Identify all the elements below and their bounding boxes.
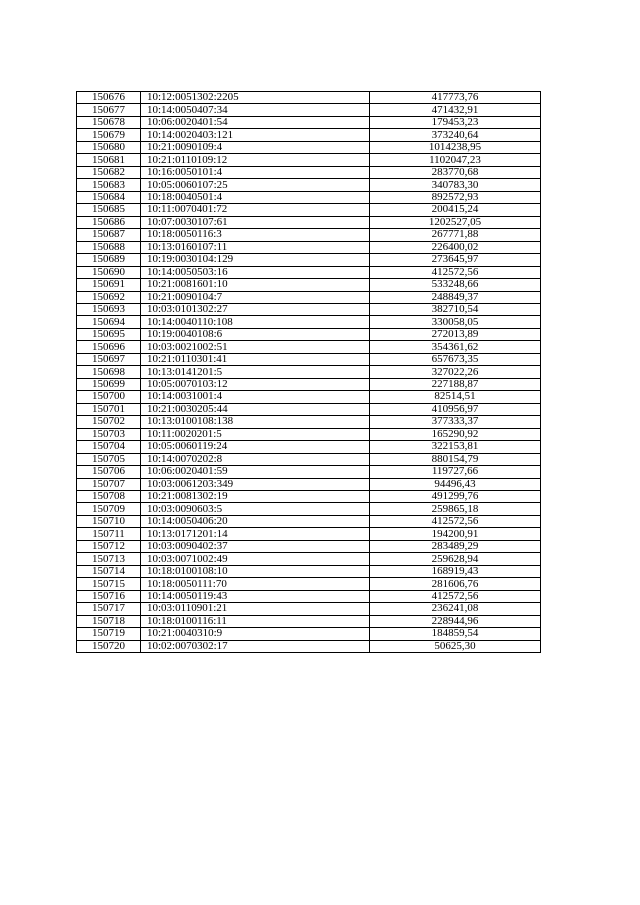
cadastral-number-cell: 10:14:0050407:34 xyxy=(141,104,370,116)
table-row xyxy=(77,266,541,278)
cadastral-number-cell: 10:14:0040110:108 xyxy=(141,316,370,328)
cadastral-value-cell: 248849,37 xyxy=(370,291,541,303)
row-number-cell: 150717 xyxy=(77,603,141,615)
cadastral-number-cell: 10:03:0071002:49 xyxy=(141,553,370,565)
row-number-cell: 150707 xyxy=(77,478,141,490)
table-row xyxy=(77,441,541,453)
cadastral-number-cell: 10:19:0030104:129 xyxy=(141,254,370,266)
cadastral-number-cell: 10:14:0050119:43 xyxy=(141,590,370,602)
cadastral-number-cell: 10:03:0101302:27 xyxy=(141,303,370,315)
cadastral-value-cell: 281606,76 xyxy=(370,578,541,590)
cadastral-number-cell: 10:14:0020403:121 xyxy=(141,129,370,141)
row-number-cell: 150688 xyxy=(77,241,141,253)
cadastral-value-cell: 184859,54 xyxy=(370,628,541,640)
cadastral-value-cell: 283489,29 xyxy=(370,540,541,552)
cadastral-number-cell: 10:18:0100108:10 xyxy=(141,565,370,577)
cadastral-value-cell: 200415,24 xyxy=(370,204,541,216)
cadastral-value-cell: 412572,56 xyxy=(370,590,541,602)
cadastral-value-cell: 82514,51 xyxy=(370,391,541,403)
table-row xyxy=(77,528,541,540)
cadastral-number-cell: 10:21:0090109:4 xyxy=(141,141,370,153)
row-number-cell: 150720 xyxy=(77,640,141,652)
row-number-cell: 150681 xyxy=(77,154,141,166)
cadastral-number-cell: 10:02:0070302:17 xyxy=(141,640,370,652)
row-number-cell: 150713 xyxy=(77,553,141,565)
table-body xyxy=(77,92,541,653)
cadastral-value-cell: 327022,26 xyxy=(370,366,541,378)
table-row xyxy=(77,291,541,303)
table-row xyxy=(77,640,541,652)
cadastral-number-cell: 10:21:0090104:7 xyxy=(141,291,370,303)
row-number-cell: 150678 xyxy=(77,116,141,128)
row-number-cell: 150711 xyxy=(77,528,141,540)
row-number-cell: 150697 xyxy=(77,353,141,365)
cadastral-number-cell: 10:14:0070202:8 xyxy=(141,453,370,465)
row-number-cell: 150698 xyxy=(77,366,141,378)
cadastral-number-cell: 10:03:0021002:51 xyxy=(141,341,370,353)
row-number-cell: 150712 xyxy=(77,540,141,552)
table-row xyxy=(77,241,541,253)
row-number-cell: 150685 xyxy=(77,204,141,216)
cadastral-number-cell: 10:14:0031001:4 xyxy=(141,391,370,403)
cadastral-number-cell: 10:05:0060119:24 xyxy=(141,441,370,453)
table-row xyxy=(77,466,541,478)
cadastral-value-cell: 273645,97 xyxy=(370,254,541,266)
table-row xyxy=(77,403,541,415)
cadastral-value-cell: 259865,18 xyxy=(370,503,541,515)
table-row xyxy=(77,453,541,465)
cadastral-value-cell: 119727,66 xyxy=(370,466,541,478)
row-number-cell: 150676 xyxy=(77,92,141,104)
cadastral-number-cell: 10:11:0070401:72 xyxy=(141,204,370,216)
table-row xyxy=(77,154,541,166)
cadastral-number-cell: 10:14:0050503:16 xyxy=(141,266,370,278)
cadastral-value-cell: 417773,76 xyxy=(370,92,541,104)
cadastral-value-cell: 322153,81 xyxy=(370,441,541,453)
table-row xyxy=(77,316,541,328)
cadastral-number-cell: 10:18:0100116:11 xyxy=(141,615,370,627)
cadastral-value-cell: 94496,43 xyxy=(370,478,541,490)
cadastral-number-cell: 10:05:0070103:12 xyxy=(141,378,370,390)
cadastral-value-cell: 377333,37 xyxy=(370,416,541,428)
cadastral-number-cell: 10:13:0160107:11 xyxy=(141,241,370,253)
cadastral-value-cell: 236241,08 xyxy=(370,603,541,615)
table-row xyxy=(77,590,541,602)
row-number-cell: 150716 xyxy=(77,590,141,602)
table-row xyxy=(77,166,541,178)
row-number-cell: 150690 xyxy=(77,266,141,278)
row-number-cell: 150710 xyxy=(77,515,141,527)
cadastral-number-cell: 10:05:0060107:25 xyxy=(141,179,370,191)
cadastral-number-cell: 10:21:0110109:12 xyxy=(141,154,370,166)
row-number-cell: 150705 xyxy=(77,453,141,465)
cadastral-number-cell: 10:16:0050101:4 xyxy=(141,166,370,178)
row-number-cell: 150683 xyxy=(77,179,141,191)
cadastral-value-cell: 410956,97 xyxy=(370,403,541,415)
cadastral-value-cell: 412572,56 xyxy=(370,266,541,278)
table-row xyxy=(77,428,541,440)
cadastral-value-cell: 373240,64 xyxy=(370,129,541,141)
cadastral-value-cell: 382710,54 xyxy=(370,303,541,315)
row-number-cell: 150704 xyxy=(77,441,141,453)
row-number-cell: 150702 xyxy=(77,416,141,428)
row-number-cell: 150684 xyxy=(77,191,141,203)
table-row xyxy=(77,628,541,640)
table-row xyxy=(77,229,541,241)
row-number-cell: 150719 xyxy=(77,628,141,640)
table-row xyxy=(77,179,541,191)
cadastral-value-table xyxy=(76,91,541,653)
cadastral-number-cell: 10:13:0141201:5 xyxy=(141,366,370,378)
cadastral-value-cell: 892572,93 xyxy=(370,191,541,203)
table-row xyxy=(77,141,541,153)
cadastral-value-cell: 412572,56 xyxy=(370,515,541,527)
table-row xyxy=(77,216,541,228)
cadastral-value-cell: 880154,79 xyxy=(370,453,541,465)
cadastral-number-cell: 10:06:0020401:59 xyxy=(141,466,370,478)
cadastral-number-cell: 10:21:0110301:41 xyxy=(141,353,370,365)
row-number-cell: 150677 xyxy=(77,104,141,116)
cadastral-value-cell: 1102047,23 xyxy=(370,154,541,166)
table-row xyxy=(77,615,541,627)
row-number-cell: 150700 xyxy=(77,391,141,403)
table-row xyxy=(77,366,541,378)
cadastral-number-cell: 10:13:0171201:14 xyxy=(141,528,370,540)
cadastral-value-cell: 259628,94 xyxy=(370,553,541,565)
table-row xyxy=(77,416,541,428)
row-number-cell: 150696 xyxy=(77,341,141,353)
cadastral-value-cell: 50625,30 xyxy=(370,640,541,652)
cadastral-value-cell: 340783,30 xyxy=(370,179,541,191)
row-number-cell: 150689 xyxy=(77,254,141,266)
cadastral-number-cell: 10:13:0100108:138 xyxy=(141,416,370,428)
row-number-cell: 150703 xyxy=(77,428,141,440)
row-number-cell: 150679 xyxy=(77,129,141,141)
cadastral-value-cell: 283770,68 xyxy=(370,166,541,178)
row-number-cell: 150699 xyxy=(77,378,141,390)
row-number-cell: 150691 xyxy=(77,279,141,291)
cadastral-number-cell: 10:18:0040501:4 xyxy=(141,191,370,203)
table-row xyxy=(77,353,541,365)
cadastral-value-cell: 657673,35 xyxy=(370,353,541,365)
table-row xyxy=(77,378,541,390)
cadastral-value-cell: 330058,05 xyxy=(370,316,541,328)
cadastral-number-cell: 10:11:0020201:5 xyxy=(141,428,370,440)
cadastral-number-cell: 10:12:0051302:2205 xyxy=(141,92,370,104)
cadastral-number-cell: 10:18:0050111:70 xyxy=(141,578,370,590)
cadastral-number-cell: 10:03:0090603:5 xyxy=(141,503,370,515)
table-row xyxy=(77,279,541,291)
cadastral-number-cell: 10:03:0061203:349 xyxy=(141,478,370,490)
cadastral-number-cell: 10:03:0110901:21 xyxy=(141,603,370,615)
cadastral-value-cell: 354361,62 xyxy=(370,341,541,353)
row-number-cell: 150693 xyxy=(77,303,141,315)
cadastral-value-cell: 179453,23 xyxy=(370,116,541,128)
cadastral-value-cell: 491299,76 xyxy=(370,491,541,503)
table-row xyxy=(77,191,541,203)
table-row xyxy=(77,515,541,527)
table-row xyxy=(77,254,541,266)
cadastral-value-cell: 267771,88 xyxy=(370,229,541,241)
table-row xyxy=(77,204,541,216)
row-number-cell: 150686 xyxy=(77,216,141,228)
table-row xyxy=(77,478,541,490)
cadastral-number-cell: 10:21:0040310:9 xyxy=(141,628,370,640)
row-number-cell: 150718 xyxy=(77,615,141,627)
cadastral-value-cell: 165290,92 xyxy=(370,428,541,440)
table-row xyxy=(77,341,541,353)
row-number-cell: 150714 xyxy=(77,565,141,577)
row-number-cell: 150715 xyxy=(77,578,141,590)
cadastral-number-cell: 10:07:0030107:61 xyxy=(141,216,370,228)
row-number-cell: 150687 xyxy=(77,229,141,241)
cadastral-number-cell: 10:06:0020401:54 xyxy=(141,116,370,128)
row-number-cell: 150680 xyxy=(77,141,141,153)
cadastral-value-cell: 1202527,05 xyxy=(370,216,541,228)
cadastral-value-cell: 272013,89 xyxy=(370,328,541,340)
row-number-cell: 150695 xyxy=(77,328,141,340)
table-row xyxy=(77,303,541,315)
table-row xyxy=(77,540,541,552)
cadastral-number-cell: 10:18:0050116:3 xyxy=(141,229,370,241)
table-row xyxy=(77,104,541,116)
table-row xyxy=(77,491,541,503)
cadastral-number-cell: 10:21:0081302:19 xyxy=(141,491,370,503)
table-row xyxy=(77,603,541,615)
cadastral-value-cell: 1014238,95 xyxy=(370,141,541,153)
table-row xyxy=(77,553,541,565)
row-number-cell: 150708 xyxy=(77,491,141,503)
table-row xyxy=(77,92,541,104)
cadastral-value-cell: 168919,43 xyxy=(370,565,541,577)
table-row xyxy=(77,116,541,128)
table-row xyxy=(77,578,541,590)
cadastral-number-cell: 10:14:0050406:20 xyxy=(141,515,370,527)
cadastral-value-cell: 228944,96 xyxy=(370,615,541,627)
row-number-cell: 150706 xyxy=(77,466,141,478)
table-row xyxy=(77,565,541,577)
table-row xyxy=(77,129,541,141)
row-number-cell: 150692 xyxy=(77,291,141,303)
row-number-cell: 150682 xyxy=(77,166,141,178)
cadastral-number-cell: 10:21:0030205:44 xyxy=(141,403,370,415)
cadastral-value-cell: 533248,66 xyxy=(370,279,541,291)
cadastral-value-cell: 194200,91 xyxy=(370,528,541,540)
cadastral-value-cell: 226400,02 xyxy=(370,241,541,253)
row-number-cell: 150694 xyxy=(77,316,141,328)
row-number-cell: 150701 xyxy=(77,403,141,415)
row-number-cell: 150709 xyxy=(77,503,141,515)
cadastral-number-cell: 10:21:0081601:10 xyxy=(141,279,370,291)
table-row xyxy=(77,328,541,340)
table-row xyxy=(77,391,541,403)
cadastral-number-cell: 10:03:0090402:37 xyxy=(141,540,370,552)
cadastral-value-cell: 227188,87 xyxy=(370,378,541,390)
table-row xyxy=(77,503,541,515)
cadastral-number-cell: 10:19:0040108:6 xyxy=(141,328,370,340)
cadastral-value-cell: 471432,91 xyxy=(370,104,541,116)
